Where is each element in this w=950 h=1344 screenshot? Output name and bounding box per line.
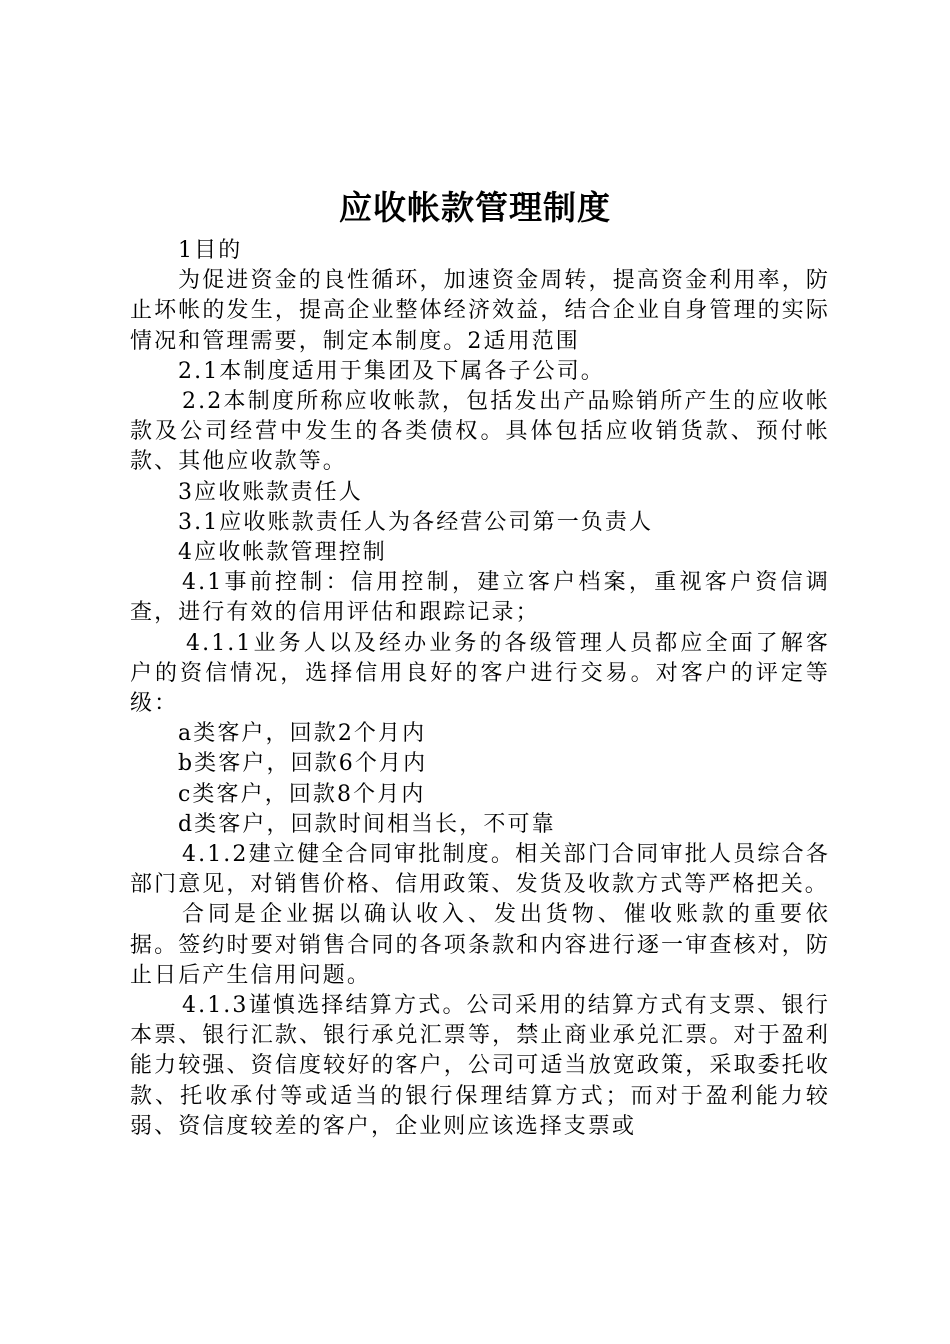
document-paragraph: 2.2本制度所称应收帐款，包括发出产品赊销所产生的应收帐款及公司经营中发生的各类债权。具体包括应收销货款、预付帐款、其他应收款等。: [130, 389, 830, 475]
document-body: [130, 236, 830, 1142]
document-paragraph: 4.1事前控制：信用控制，建立客户档案，重视客户资信调查，进行有效的信用评估和跟踪记录；: [130, 570, 830, 626]
document-paragraph: 3.1应收账款责任人为各经营公司第一负责人: [178, 509, 654, 535]
document-paragraph: 4.1.2建立健全合同审批制度。相关部门合同审批人员综合各部门意见，对销售价格、信用政策、发货及收款方式等严格把关。: [130, 842, 830, 898]
document-paragraph: 3应收账款责任人: [178, 479, 363, 505]
document-paragraph: 2.1本制度适用于集团及下属各子公司。: [178, 358, 605, 384]
document-title: 应收帐款管理制度: [339, 188, 611, 227]
document-paragraph: 为促进资金的良性循环，加速资金周转，提高资金利用率，防止坏帐的发生，提高企业整体经济效益，结合企业自身管理的实际情况和管理需要，制定本制度。2适用范围: [130, 268, 830, 354]
document-paragraph: 合同是企业据以确认收入、发出货物、催收账款的重要依据。签约时要对销售合同的各项条款和内容进行逐一审查核对，防止日后产生信用问题。: [130, 902, 830, 988]
document-paragraph: d类客户，回款时间相当长，不可靠: [178, 811, 556, 837]
document-paragraph: 1目的: [178, 238, 243, 263]
document-paragraph: c类客户，回款8个月内: [178, 781, 426, 807]
document-paragraph: a类客户，回款2个月内: [178, 721, 427, 747]
document-paragraph: 4应收帐款管理控制: [178, 540, 387, 566]
document-paragraph: b类客户，回款6个月内: [178, 751, 428, 777]
document-paragraph: 4.1.1业务人以及经办业务的各级管理人员都应全面了解客户的资信情况，选择信用良好的客户进行交易。对客户的评定等级：: [130, 630, 830, 717]
document-paragraph: 4.1.3谨慎选择结算方式。公司采用的结算方式有支票、银行本票、银行汇款、银行承兑汇票等，禁止商业承兑汇票。对于盈利能力较强、资信度较好的客户，公司可适当放宽政策，采取委托收款、托收承付等或适当的银行保理结算方式；而对于盈利能力较弱、资信度较差的客户，企业则应该选择支票或: [130, 993, 830, 1139]
